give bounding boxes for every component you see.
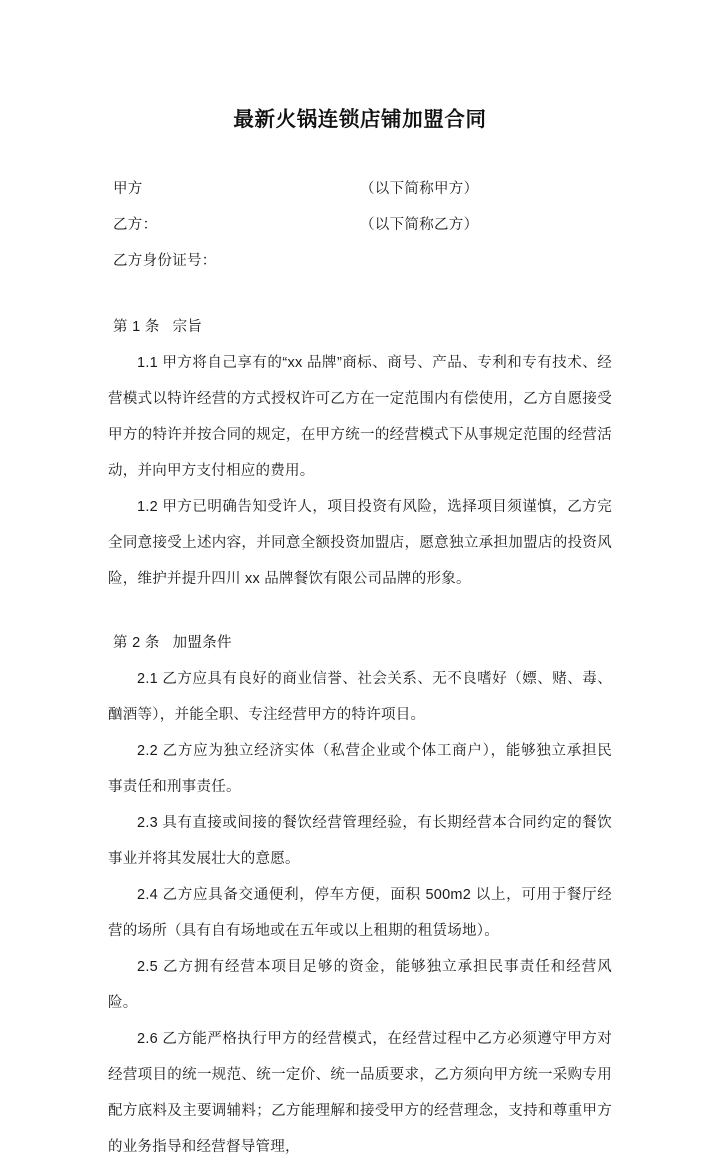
section-2 <box>108 625 612 1165</box>
party-alias-yifang: （以下简称乙方） <box>360 217 479 233</box>
section-2-heading: 第 2 条 加盟条件 <box>113 635 232 651</box>
party-label-yifang-id: 乙方身份证号： <box>113 253 217 269</box>
clause-1-1: 1.1 甲方将自己享有的“xx 品牌”商标、商号、产品、专利和专有技术、经营模式以特许经营的方式授权许可乙方在一定范围内有偿使用，乙方自愿接受甲方的特许并按合同的规定，在甲方统一的经营模式下从事规定范围的经营活动，并向甲方支付相应的费用。 <box>108 355 612 479</box>
party-block <box>108 171 612 279</box>
section-1 <box>108 309 612 597</box>
party-row-jiafang <box>108 171 612 207</box>
clause-2-1: 2.1 乙方应具有良好的商业信誉、社会关系、无不良嗜好（嫖、赌、毒、酗酒等），并能全职、专注经营甲方的特许项目。 <box>108 671 612 723</box>
party-label-jiafang: 甲方 <box>113 181 143 197</box>
page-title: 最新火锅连锁店铺加盟合同 <box>233 108 487 131</box>
clause-2-6: 2.6 乙方能严格执行甲方的经营模式，在经营过程中乙方必须遵守甲方对经营项目的统一规范、统一定价、统一品质要求，乙方须向甲方统一采购专用配方底料及主要调辅料；乙方能理解和接受甲方的经营理念，支持和尊重甲方的业务指导和经营督导管理， <box>108 1031 612 1155</box>
clause-2-3: 2.3 具有直接或间接的餐饮经营管理经验，有长期经营本合同约定的餐饮事业并将其发展壮大的意愿。 <box>108 815 612 867</box>
party-row-yifang <box>108 207 612 243</box>
document-content <box>108 0 612 1165</box>
clause-2-2: 2.2 乙方应为独立经济实体（私营企业或个体工商户），能够独立承担民事责任和刑事责任。 <box>108 743 612 795</box>
clause-2-5: 2.5 乙方拥有经营本项目足够的资金，能够独立承担民事责任和经营风险。 <box>108 959 612 1011</box>
clause-1-2: 1.2 甲方已明确告知受许人，项目投资有风险，选择项目须谨慎，乙方完全同意接受上述内容，并同意全额投资加盟店，愿意独立承担加盟店的投资风险，维护并提升四川 xx 品牌餐饮有限公司品牌的形象。 <box>108 499 612 587</box>
party-label-yifang: 乙方： <box>113 217 158 233</box>
party-alias-jiafang: （以下简称甲方） <box>360 181 479 197</box>
section-1-heading: 第 1 条 宗旨 <box>113 319 203 335</box>
clause-2-4: 2.4 乙方应具备交通便利，停车方便，面积 500m2 以上，可用于餐厅经营的场所（具有自有场地或在五年或以上租期的租赁场地）。 <box>108 887 612 939</box>
party-row-yifang-id <box>108 243 612 279</box>
